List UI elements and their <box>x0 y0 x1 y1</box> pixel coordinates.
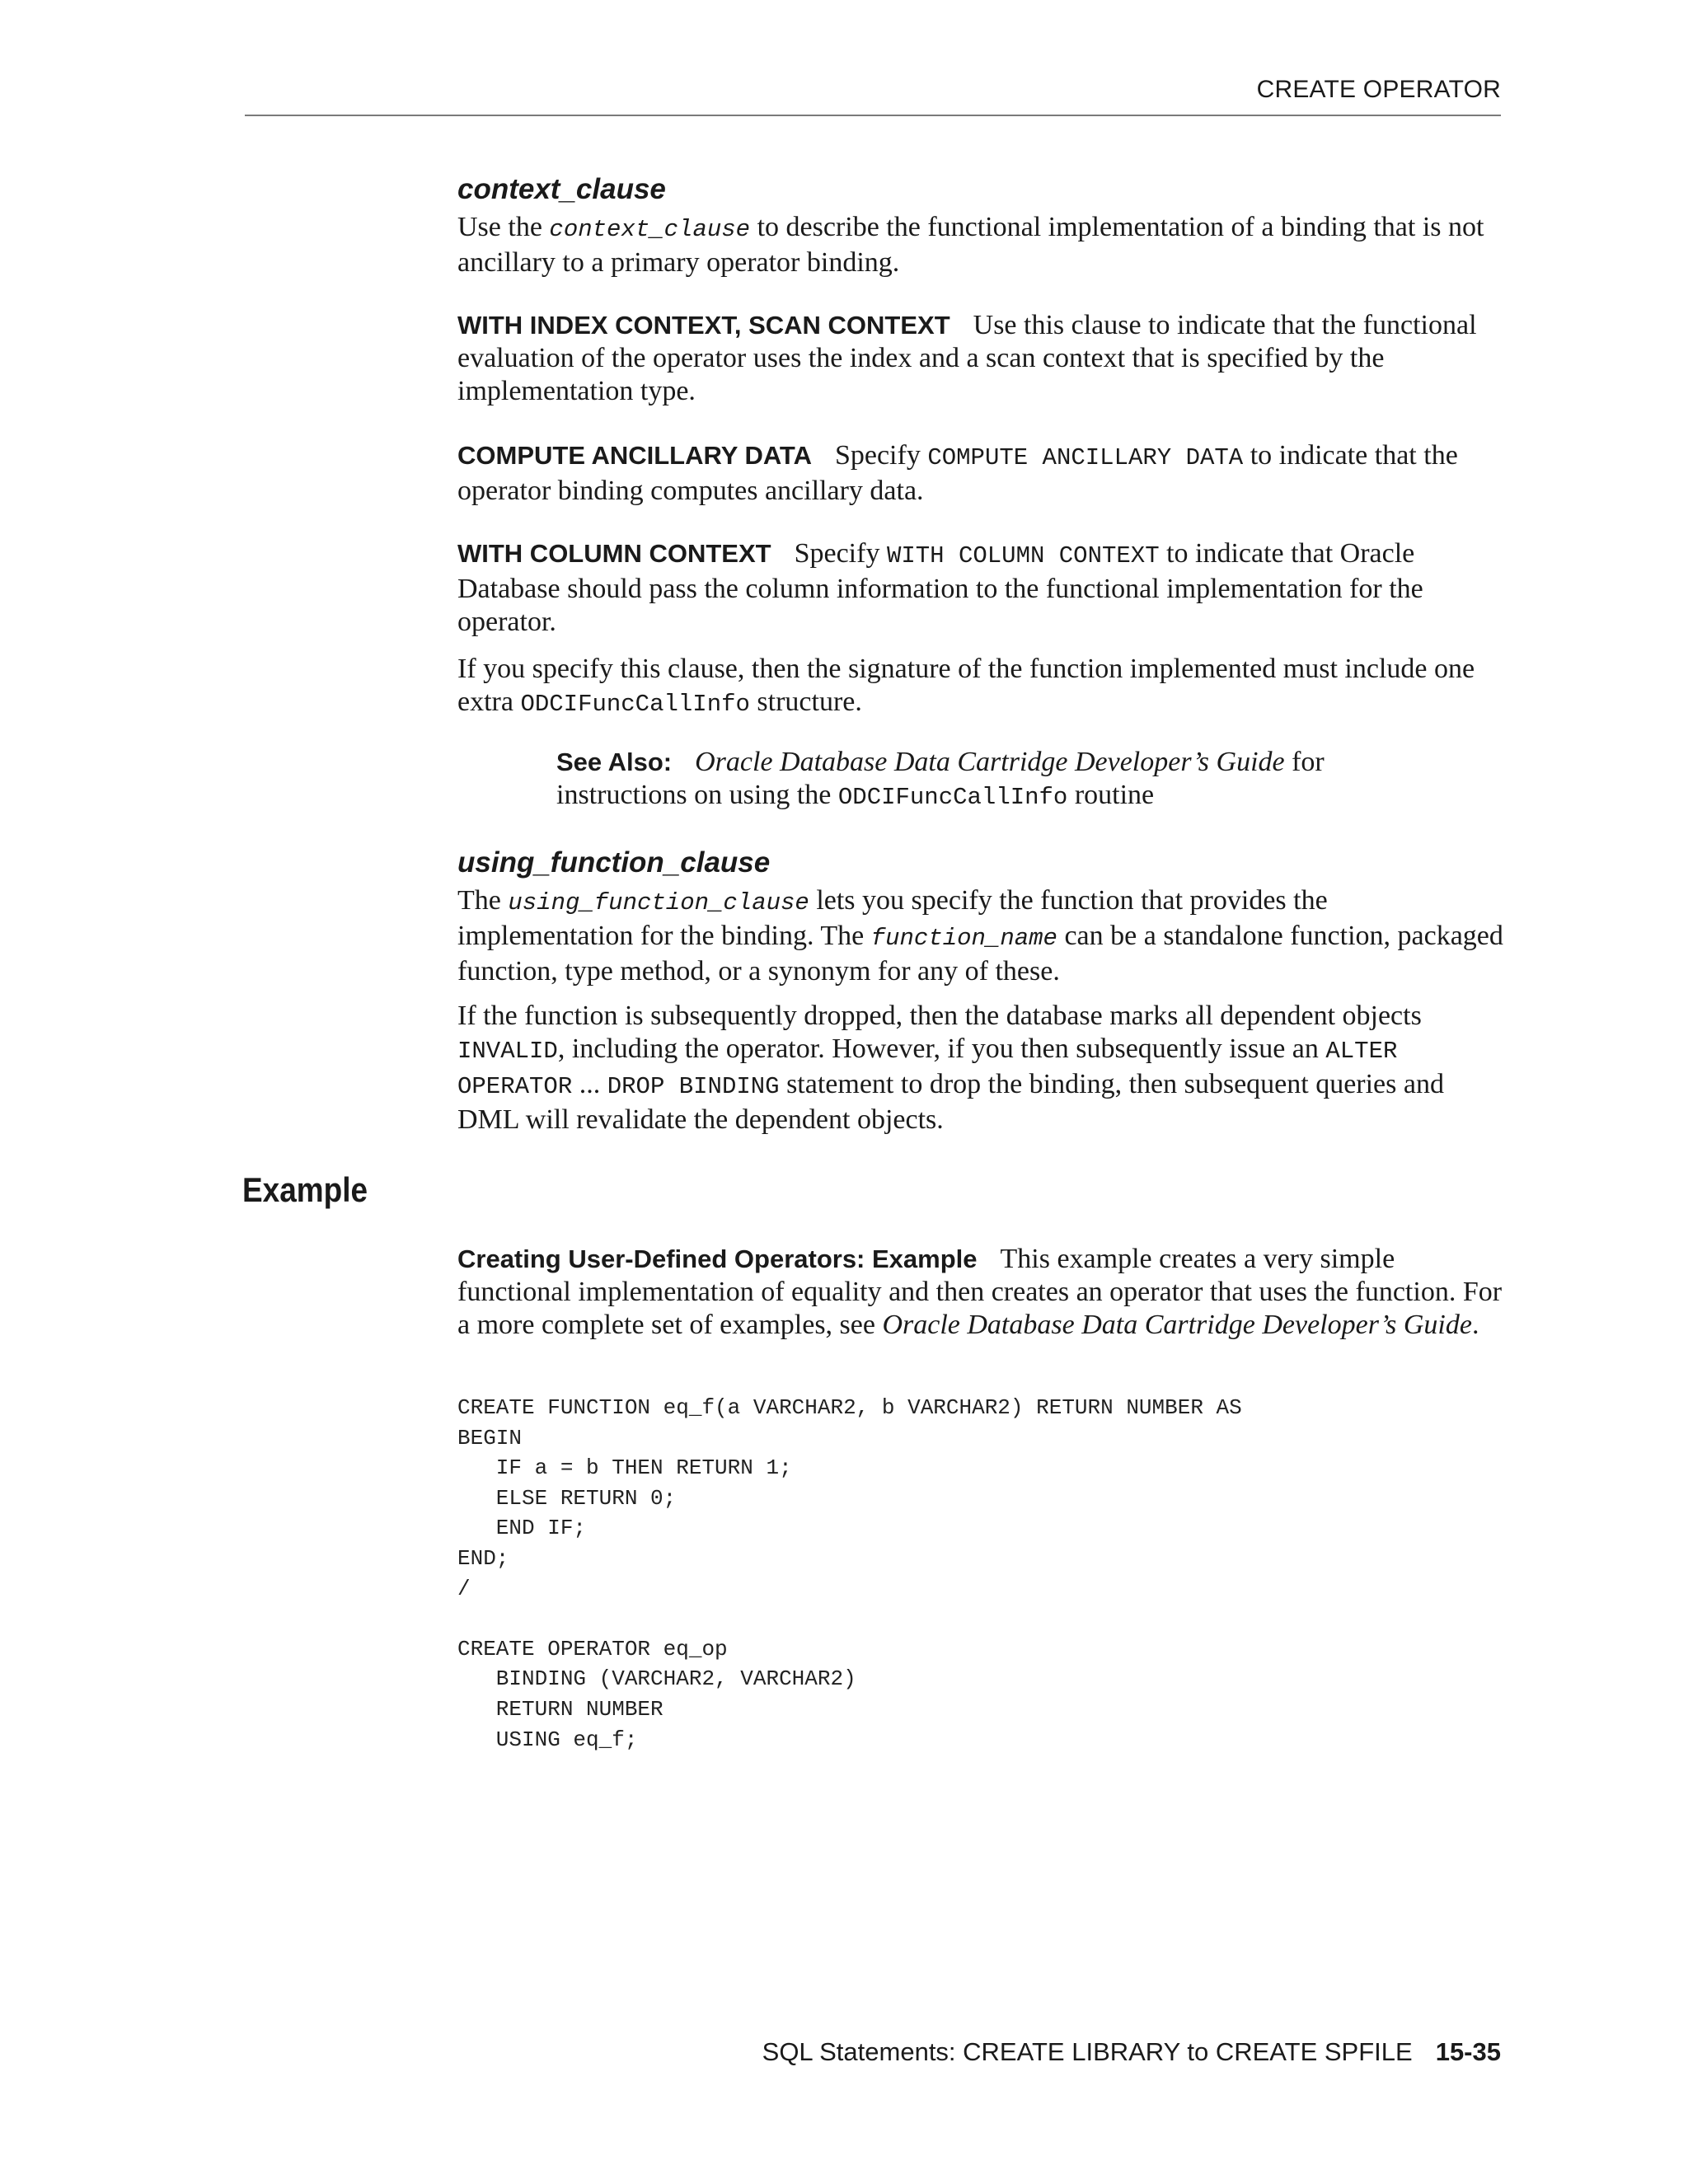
using-function-paragraph-2: If the function is subsequently dropped, then the database marks all dependent objects INVALID, including the operator. However, if you then subsequently issue an ALTER OPERATOR ... DROP BINDING statement to drop the binding, then subsequent queries and DML will revalidate the dependent objects. <box>457 1001 1444 1135</box>
code-term: ALTER OPERATOR <box>457 1038 1398 1100</box>
page-footer <box>762 2037 1501 2067</box>
code-term: ODCIFuncCallInfo <box>520 691 750 718</box>
code-term: using_function_clause <box>508 889 809 916</box>
code-term: context_clause <box>549 216 751 243</box>
context-clause-heading: context_clause <box>457 173 666 205</box>
see-also-book-title: Oracle Database Data Cartridge Developer’s Guide <box>695 747 1285 777</box>
see-also-label: See Also: <box>556 748 673 776</box>
code-term: ODCIFuncCallInfo <box>837 784 1068 811</box>
context-clause-paragraph: Use the context_clause to describe the functional implementation of a binding that is not ancillary to a primary operator binding. <box>457 212 1484 278</box>
code-term: DROP BINDING <box>607 1073 780 1100</box>
example-code-block: CREATE FUNCTION eq_f(a VARCHAR2, b VARCHAR2) RETURN NUMBER AS BEGIN IF a = b THEN RETURN 1; ELSE RETURN 0; END IF; END; / CREATE OPERATOR eq_op BINDING (VARCHAR2, VARCHAR2) RETURN NUMBER USING eq_f; <box>457 1395 1242 1752</box>
example-section-title: Example <box>242 1170 368 1209</box>
using-function-clause-heading: using_function_clause <box>457 846 771 879</box>
footer-title: SQL Statements: CREATE LIBRARY to CREATE SPFILE <box>762 2037 1413 2066</box>
using-function-paragraph-1: The using_function_clause lets you specify the function that provides the implementation for the binding. The function_name can be a standalone function, packaged function, type method, or a synonym for any of these. <box>457 885 1503 987</box>
signature-paragraph: If you specify this clause, then the signature of the function implemented must include one extra ODCIFuncCallInfo structure. <box>457 654 1475 718</box>
example-paragraph: Creating User-Defined Operators: Example This example creates a very simple functional implementation of equality and then creates an operator that uses the function. For a more complete set of examples, see Oracle Database Data Cartridge Developer’s Guide. <box>457 1244 1503 1340</box>
column-context-label: WITH COLUMN CONTEXT <box>457 539 771 568</box>
compute-ancillary-label: COMPUTE ANCILLARY DATA <box>457 441 812 470</box>
running-head: CREATE OPERATOR <box>1256 76 1501 103</box>
page-number: 15-35 <box>1435 2037 1501 2066</box>
index-context-label: WITH INDEX CONTEXT, SCAN CONTEXT <box>457 311 950 340</box>
index-context-paragraph: WITH INDEX CONTEXT, SCAN CONTEXT Use this clause to indicate that the functional evaluation of the operator uses the index and a scan context that is specified by the implementation type. <box>457 310 1477 406</box>
example-book-title: Oracle Database Data Cartridge Developer’s Guide <box>882 1310 1472 1340</box>
header-rule <box>245 115 1501 116</box>
see-also-note: See Also: Oracle Database Data Cartridge Developer’s Guide for instructions on using the ODCIFuncCallInfo routine <box>556 747 1325 811</box>
compute-ancillary-paragraph: COMPUTE ANCILLARY DATA Specify COMPUTE ANCILLARY DATA to indicate that the operator binding computes ancillary data. <box>457 440 1458 506</box>
code-term: function_name <box>870 925 1057 952</box>
example-label: Creating User-Defined Operators: Example <box>457 1244 978 1273</box>
code-term: WITH COLUMN CONTEXT <box>886 542 1160 569</box>
code-term: COMPUTE ANCILLARY DATA <box>927 444 1244 471</box>
code-term: INVALID <box>457 1038 558 1065</box>
column-context-paragraph: WITH COLUMN CONTEXT Specify WITH COLUMN CONTEXT to indicate that Oracle Database should pass the column information to the functional implementation for the operator. <box>457 538 1423 637</box>
